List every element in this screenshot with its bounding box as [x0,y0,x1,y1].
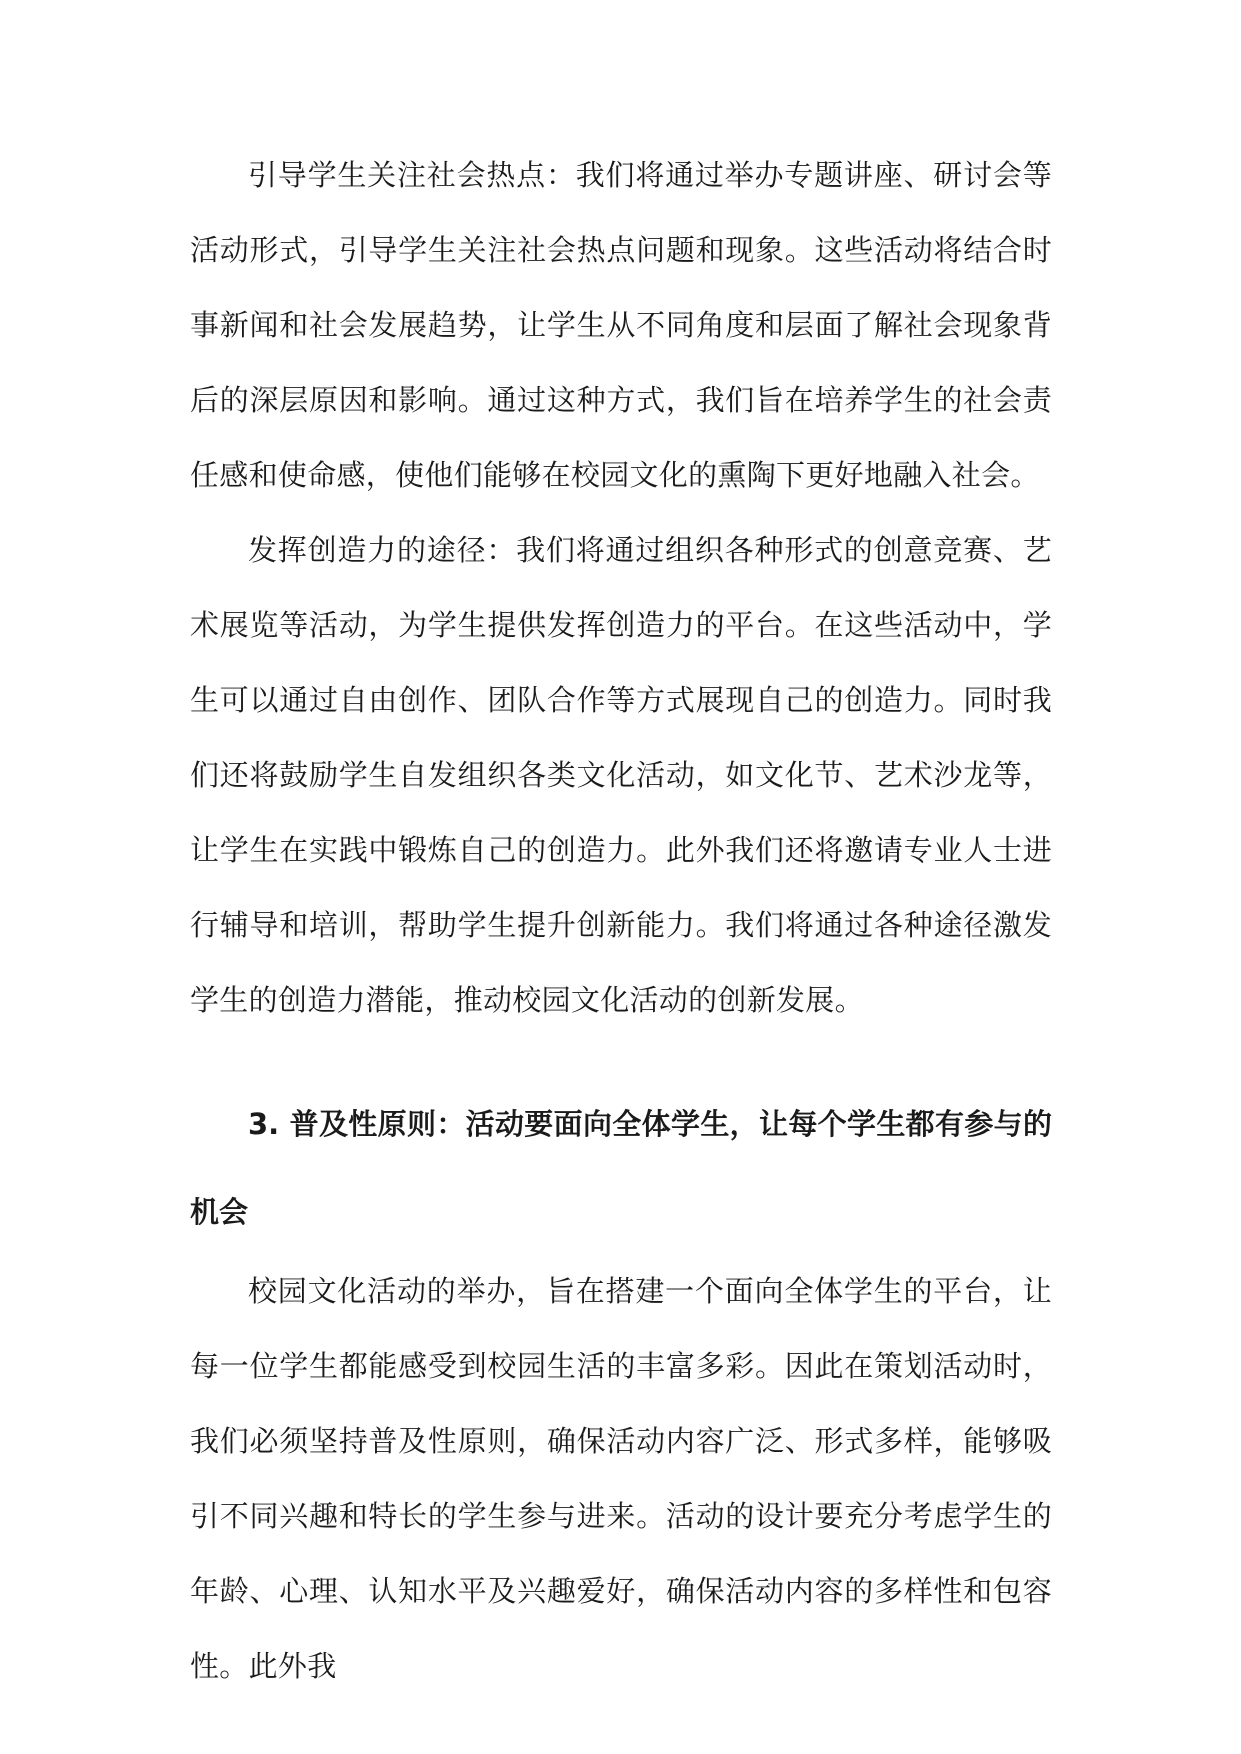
paragraph-social-hotspots: 引导学生关注社会热点：我们将通过举办专题讲座、研讨会等活动形式，引导学生关注社会热点问题和现象。这些活动将结合时事新闻和社会发展趋势，让学生从不同角度和层面了解社会现象背后的深层原因和影响。通过这种方式，我们旨在培养学生的社会责任感和使命感，使他们能够在校园文化的熏陶下更好地融入社会。 [190,158,1052,492]
document-page [190,138,1052,1704]
paragraph-creativity: 发挥创造力的途径：我们将通过组织各种形式的创意竞赛、艺术展览等活动，为学生提供发挥创造力的平台。在这些活动中，学生可以通过自由创作、团队合作等方式展现自己的创造力。同时我们还将鼓励学生自发组织各类文化活动，如文化节、艺术沙龙等，让学生在实践中锻炼自己的创造力。此外我们还将邀请专业人士进行辅导和培训，帮助学生提升创新能力。我们将通过各种途径激发学生的创造力潜能，推动校园文化活动的创新发展。 [190,533,1052,1017]
section-heading: 3. 普及性原则：活动要面向全体学生，让每个学生都有参与的机会 [190,1107,1052,1229]
paragraph-universality: 校园文化活动的举办，旨在搭建一个面向全体学生的平台，让每一位学生都能感受到校园生活的丰富多彩。因此在策划活动时，我们必须坚持普及性原则，确保活动内容广泛、形式多样，能够吸引不同兴趣和特长的学生参与进来。活动的设计要充分考虑学生的年龄、心理、认知水平及兴趣爱好，确保活动内容的多样性和包容性。此外我 [190,1274,1052,1683]
